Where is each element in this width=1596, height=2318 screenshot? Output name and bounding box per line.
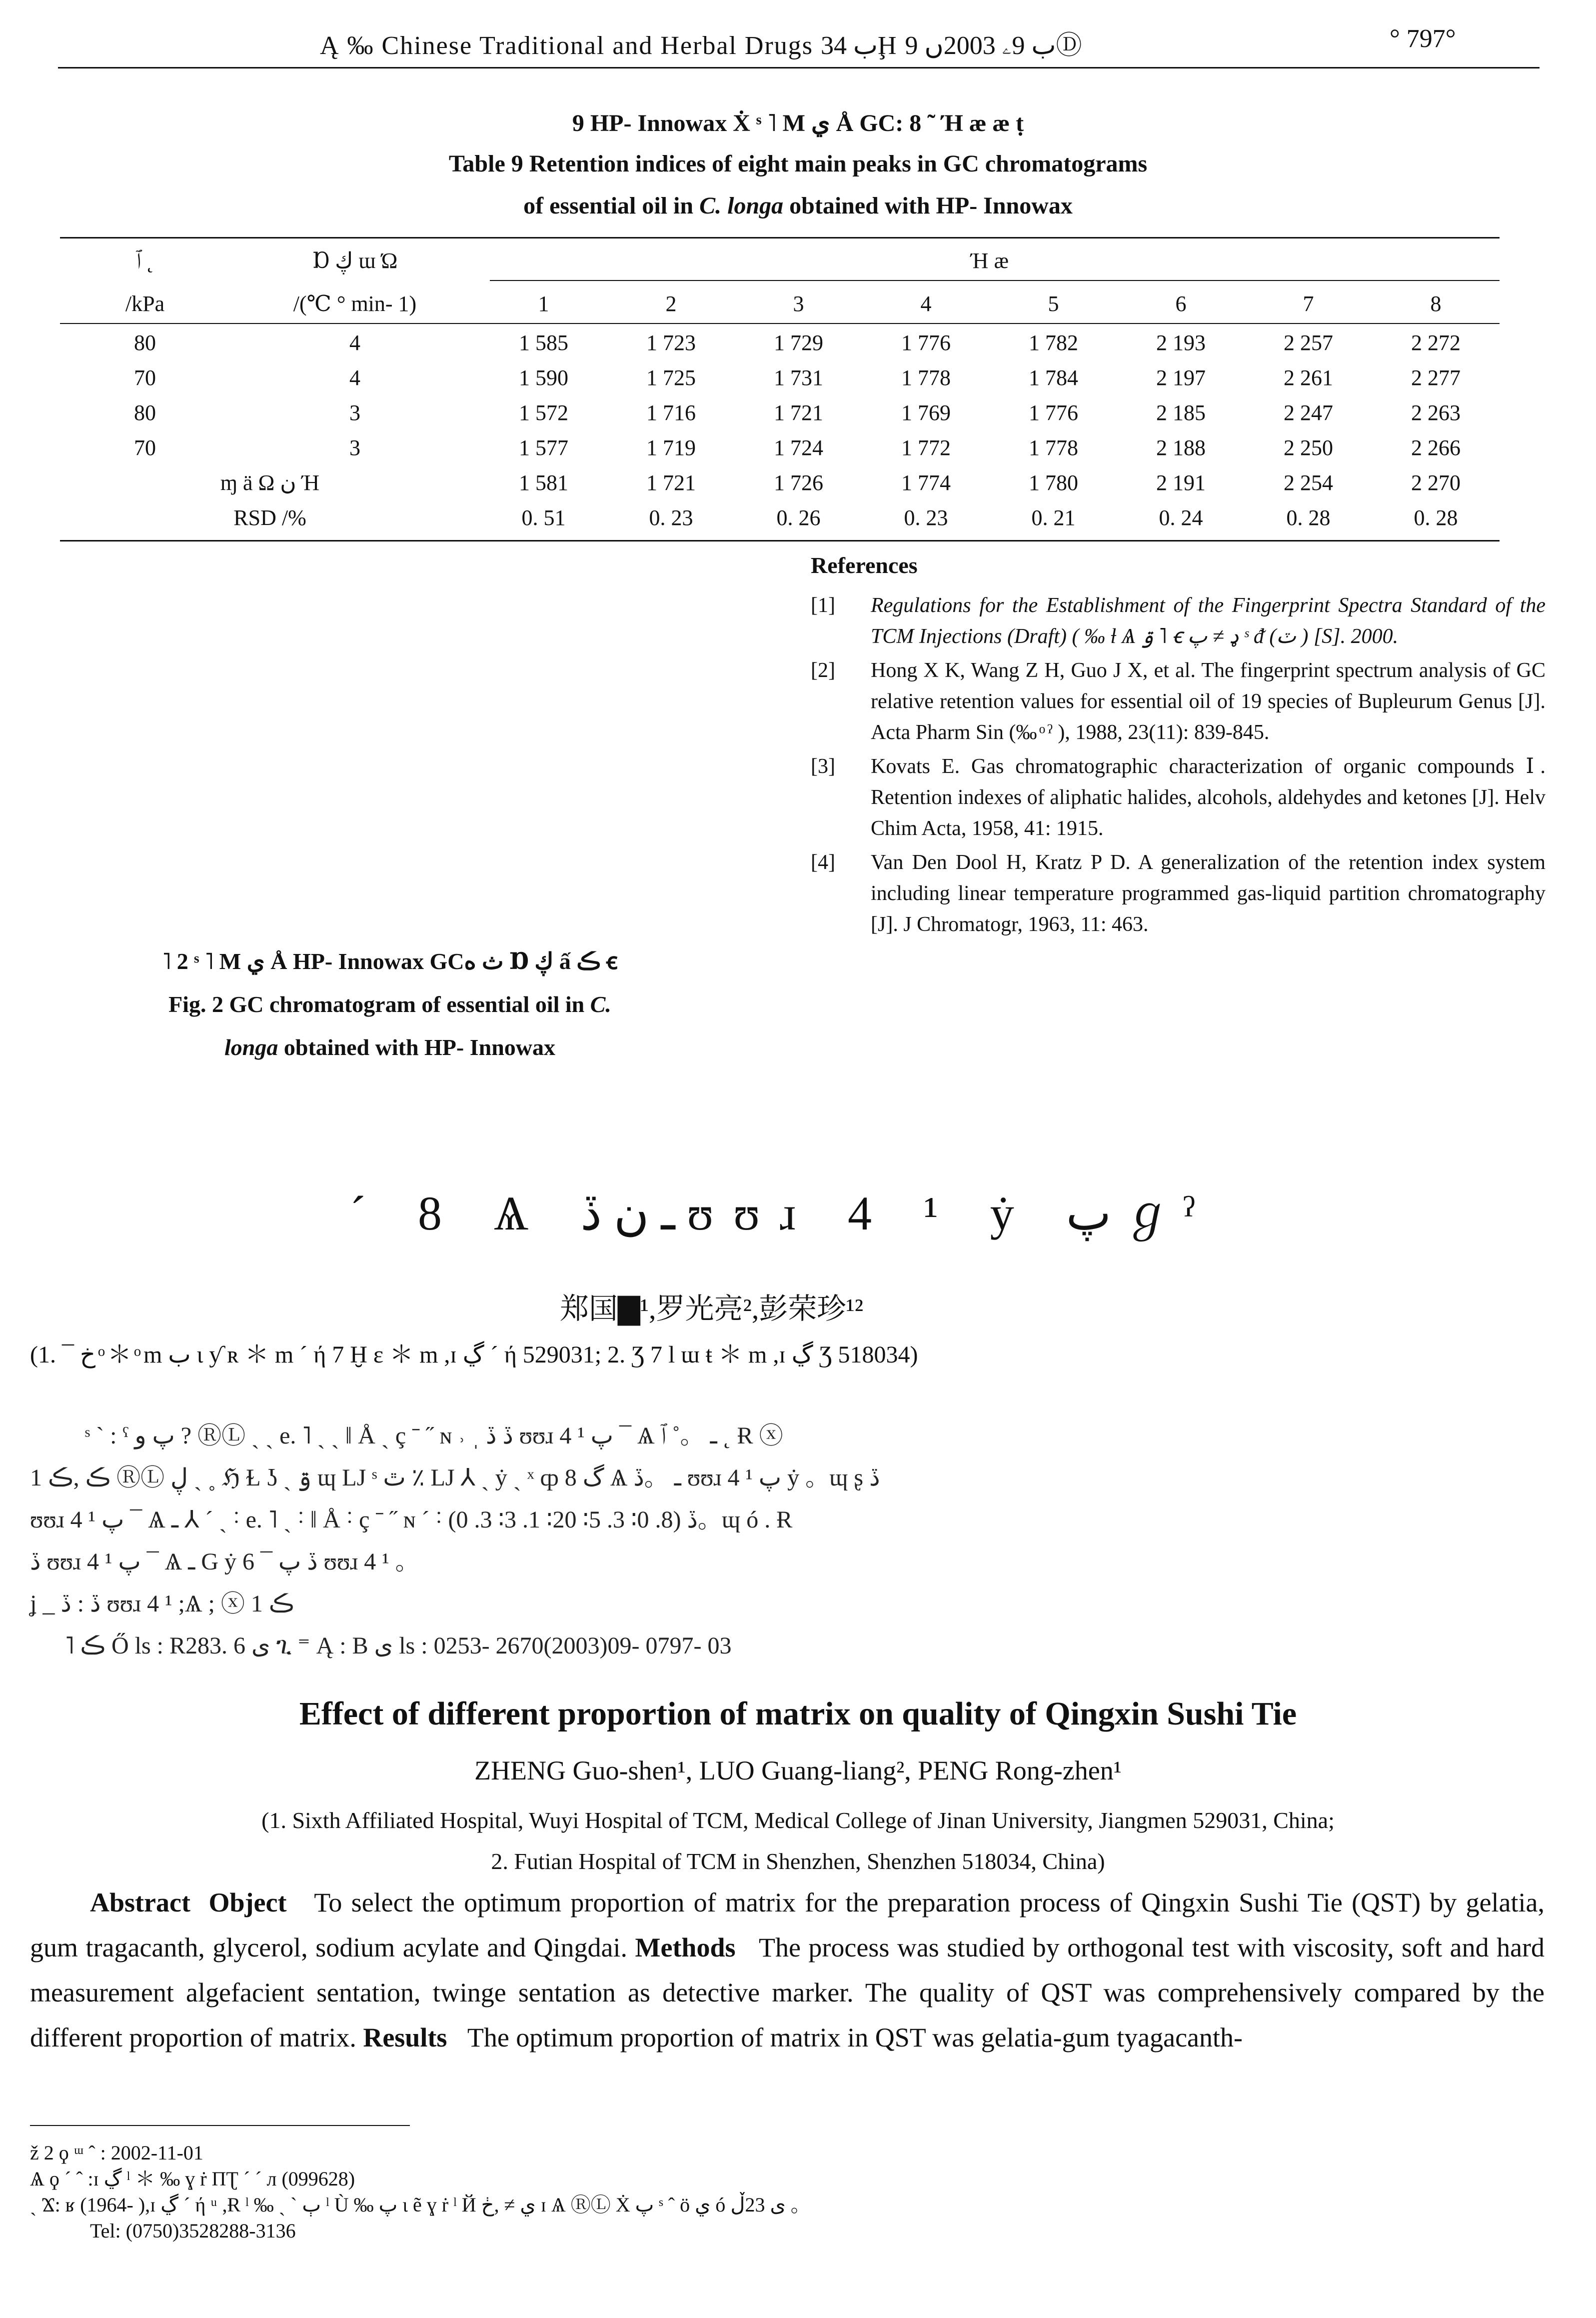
- peak-header: 7: [1303, 291, 1314, 316]
- article-title-cn: ˊ 8 Ѧ ـ ن ڏ ʊʊɹ 4 ¹ ẏ پ ℊ ˀ: [350, 1186, 1195, 1240]
- col-unit-rate: /(℃ ° min- 1): [293, 291, 417, 316]
- col-head-peaks-cn: Ή ӕ: [971, 248, 1009, 273]
- table-row-rsd: RSD /% 0. 51 0. 23 0. 26 0. 23 0. 21 0. 24 0. 28 0. 28: [60, 500, 1500, 535]
- article-affiliation-en: (1. Sixth Affiliated Hospital, Wuyi Hospital of TCM, Medical College of Jinan University, Jiangmen 529031, China; 2. Futian Hospital of TCM in Shenzhen, Shenzhen 518034, China): [261, 1808, 1335, 1874]
- reference-item: [4] Van Den Dool H, Kratz P D. A generalization of the retention index system including linear temperature programmed gas-liquid partition chromatography [J]. J Chromatogr, 1963, 11: 463.: [811, 851, 1546, 936]
- reference-item: [3] Kovats E. Gas chromatographic characterization of organic compounds Ⅰ. Retention indexes of aliphatic halides, alcohols, aldehydes and ketones [J]. Helv Chim Acta, 1958, 41: 1915.: [811, 755, 1546, 840]
- abstract-cn-line: 1 ڪ ,ڪ ⓇⓁ ڸ ˎ ˳ ℌ Ɫ ʖ ˎ ۊ ɰ LJ ˢ ٿ ٪ LJ ⅄ ˏ ẏ ˏ ˣ ȹ گ 8 Ѧ ـ 。ڏ ʊʊɹ 4 ¹ پ ẏ 。ɰ ʂ ڏ: [30, 1464, 880, 1491]
- journal-header-text: Ą ‰ Chinese Traditional and Herbal Drugs ب 34Ḩ ب 9ۦ 2003ں 9Ⓓ: [320, 32, 1082, 60]
- rsd-label: RSD /%: [233, 505, 306, 530]
- reference-item: [1] Regulations for the Establishment of the Fingerprint Spectra Standard of the TCM Injections (Draft) ( ‰ ƚ Ѧ ۊ ˥ ꞓ ډ ≠ پ ˢ ᵭ (ٽ ) [S]. 2000.: [811, 594, 1546, 648]
- abstract-cn-line: ڏ ʊʊɹ 4 ¹ پ ¯ Ѧ ـ G ẏ 6 ¯ ڏ پ ʊʊɹ 4 ¹ 。: [30, 1548, 419, 1575]
- article-authors-en: ZHENG Guo-shen¹, LUO Guang-liang², PENG Rong-zhen¹: [474, 1756, 1122, 1786]
- table-row: 70 3 1 577 1 719 1 724 1 772 1 778 2 188 2 250 2 266: [134, 435, 1461, 460]
- results-label: Results: [363, 2022, 447, 2052]
- footnote-rule: [30, 2125, 410, 2126]
- table-row-mean: ɱ ä Ω ن Ή 1 581 1 721 1 726 1 774 1 780 2 191 2 254 2 270: [60, 465, 1500, 500]
- peak-header: 8: [1430, 291, 1442, 316]
- footnote-tel: Tel: (0750)3528288-3136: [90, 2220, 296, 2242]
- peak-header: 4: [920, 291, 932, 316]
- methods-label: Methods: [635, 1932, 736, 1962]
- abstract-label: Abstract: [90, 1888, 190, 1918]
- table-row: 70 4 1 590 1 725 1 731 1 778 1 784 2 197 2 261 2 277: [134, 365, 1461, 390]
- table9: [60, 239, 1500, 535]
- references-heading: References: [811, 552, 918, 578]
- footnotes: [30, 2140, 1560, 2244]
- peak-header: 2: [665, 291, 677, 316]
- abstract-cn: [30, 1415, 1560, 1667]
- table9-bottom-rule: [60, 540, 1500, 542]
- peak-header: 1: [538, 291, 549, 316]
- footnote-fund: Ѧ ϙ ˊ ˆ :ɪ ڲ ˡ ＊ ‰ ɣ ṙ ΠƮ ˊ ˊ л (099628): [30, 2168, 355, 2190]
- mean-label: ɱ ä Ω ن Ή: [220, 470, 320, 495]
- table-row: 80 3 1 572 1 716 1 721 1 769 1 776 2 185 2 247 2 263: [134, 400, 1461, 425]
- header-rule: [58, 67, 1540, 68]
- figure2-caption-en-1: Fig. 2 GC chromatogram of essential oil in C.: [168, 992, 611, 1017]
- table9-caption-cn: 9 HP- Innowax Ẋ ˢ ˥ M ي Å GC: 8 ˜ Ή ӕ ӕ ṭ: [572, 110, 1024, 136]
- footnote-author: ˏ Ϫ: ʁ (1964- ),ɪ ڲ ˊ ή ᵘ ,Ɍ ˡ ‰ ˏ ˋ ٻ ˡ Ù ‰ پ ɩ ẽ ɣ ṙ ˡ Й ي ≠ ,ڂ ɪ Ѧ ⓇⓁ Ẋ پ ˢ ˆ ö ي ó ى 23ڵ 。: [30, 2194, 811, 2216]
- peak-header: 3: [793, 291, 804, 316]
- table9-caption-en-2: of essential oil in C. longa obtained with HP- Innowax: [523, 192, 1073, 219]
- article-affiliation-cn: (1. ¯ خ ͦ ＊ ͦ m ب ɩ ƴ ʀ ＊ m ˊ ή 7 Ḫ ɛ ＊ m ,ɪ ڲ ˊ ή 529031; 2. Ʒ 7 l ɯ ŧ ＊ m ,ɪ ڲ Ʒ 518034): [30, 1342, 918, 1368]
- figure2-caption: [0, 940, 780, 1069]
- col-unit-pressure: /kPa: [125, 291, 165, 316]
- keywords-cn: ʝ _ ڏ : ڏ ʊʊɹ 4 ¹ ;Ѧ ; ⓧ 1 ڪ: [30, 1590, 294, 1617]
- running-header: [0, 20, 1596, 68]
- table9-top-rule: [60, 237, 1500, 238]
- references: [811, 550, 1546, 943]
- col-head-pressure-cn: ﭐ ˛: [136, 248, 154, 273]
- abstract-en: Abstract Object To select the optimum proportion of matrix for the preparation process of Qingxin Sushi Tie (QST) by gelatia, gum tragacanth, glycerol, sodium acylate and Qingdai. Methods The process was studied by orthogonal test with viscosity, soft and hard measurement algefacient sentation, twinge sentation as detective marker. The quality of QST was comprehensively compared by the different proportion of matrix. Results The optimum proportion of matrix in QST was gelatia-gum tyagacanth-: [30, 1888, 1545, 2052]
- object-label: Object: [208, 1888, 287, 1918]
- peak-header: 5: [1048, 291, 1059, 316]
- figure2-caption-en-2: longa obtained with HP- Innowax: [224, 1034, 556, 1060]
- table-row: 80 4 1 585 1 723 1 729 1 776 1 782 2 193 2 257 2 272: [134, 330, 1461, 355]
- footnote-received: ž 2 ϙ ᵚ ˆ : 2002-11-01: [30, 2142, 203, 2164]
- abstract-cn-line: ʊʊɹ 4 ¹ پ ¯ Ѧ ـ ⅄ ˊ ˏ ˸ e. ˥ ˏ ˸ ‖ Å ˸ ç ˉ ˝ ɴ ˊ ˸ ڏ (8. 0∶ 3. 5∶ 20∶ 1. 3∶ 3. 0)。ɰ ó . Ɍ: [30, 1506, 793, 1533]
- classification-cn: ˥ ڪ Ő ls : R283. 6 ى ጊ ⁼ Ą : B ى ls : 0253- 2670(2003)09- 0797- 03: [65, 1632, 732, 1659]
- abstract-cn-line: ˢ ˋ : ˁ پ و ? ⓇⓁ ˏ ˎ e. ˥ ˏ ˎ ‖ Å ˎ ç ˉ ˝ ɴ ˒ ˌ ڏ ڏ ʊʊɹ 4 ¹ پ ¯ Ѧ ـ 。˚ ﭐ ˛ Ɍ ⓧ: [85, 1422, 783, 1449]
- figure2-caption-cn: ˥ 2 ˢ ˥ M ي Å HP- Innowax GCث ه Ɒ ڮ ấ ڪ ꞓ: [162, 948, 618, 974]
- peak-header: 6: [1175, 291, 1187, 316]
- article-authors-cn: 郑国▇¹,罗光亮²,彭荣珍¹²: [560, 1292, 864, 1325]
- page-number: ° 797°: [1390, 24, 1456, 53]
- reference-item: [2] Hong X K, Wang Z H, Guo J X, et al. The fingerprint spectrum analysis of GC relative retention values for essential oil of 19 species of Bupleurum Genus [J]. Acta Pharm Sin (‰ ͦ ˀ ), 1988, 23(11): 839-845.: [811, 659, 1546, 744]
- table9-caption-en-1: Table 9 Retention indices of eight main peaks in GC chromatograms: [448, 150, 1148, 177]
- article-title-en: Effect of different proportion of matrix on quality of Qingxin Sushi Tie: [299, 1696, 1297, 1732]
- col-head-rate-cn: Ɒ ڮ ɯ Ώ: [312, 248, 398, 273]
